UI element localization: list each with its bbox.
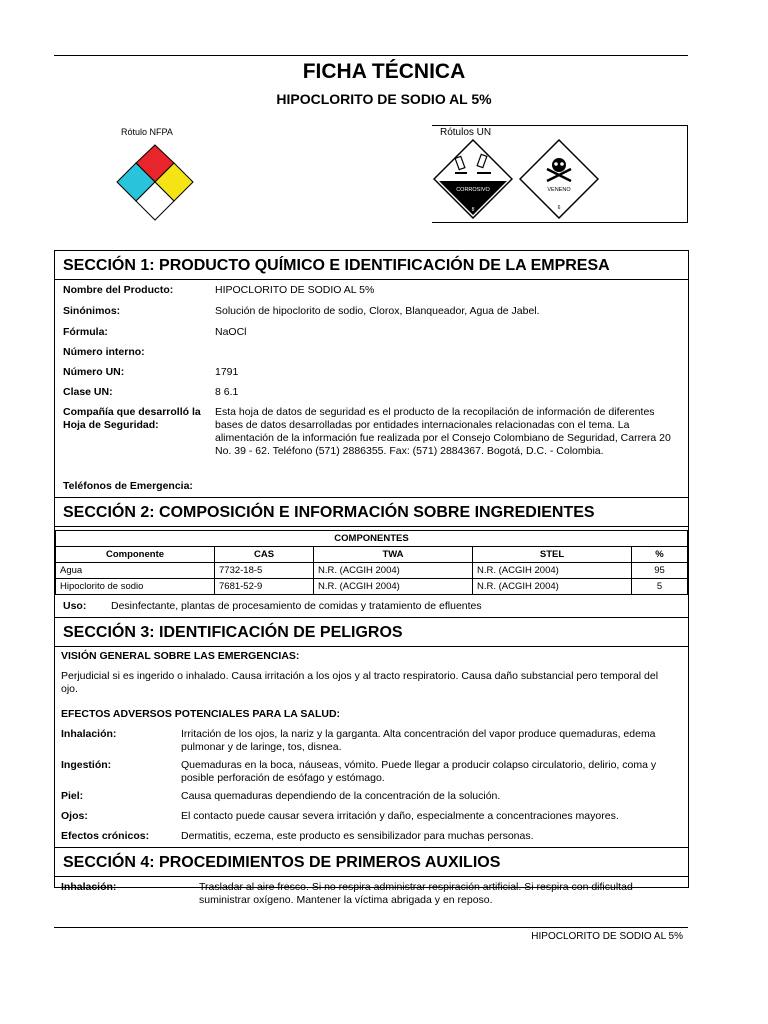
s3-label-inhalation: Inhalación: xyxy=(61,728,117,740)
section-4-title: SECCIÓN 4: PROCEDIMIENTOS DE PRIMEROS AUXILIOS xyxy=(55,847,688,877)
s3-label-skin: Piel: xyxy=(61,790,84,802)
safety-sheet-body xyxy=(54,250,689,906)
cell-component: Hipoclorito de sodio xyxy=(56,579,215,595)
s1-value-company: Esta hoja de datos de seguridad es el producto de la recopilación de información de diferentes bases de datos desarrolladas por entidades internacionales relacionadas con el tema. La alimentación de la información fue realizada por el Consejo Colombiano de Seguridad, Carrera 20 No. 39 - 62. Teléfono (571) 2886355. Fax: (571) 2884367. Bogotá, D.C. - Colombia. xyxy=(215,406,671,457)
section-3-title: SECCIÓN 3: IDENTIFICACIÓN DE PELIGROS xyxy=(55,617,688,647)
page-title: FICHA TÉCNICA xyxy=(302,60,466,83)
components-table-title-row xyxy=(56,531,688,547)
s1-label-formula: Fórmula: xyxy=(63,326,108,338)
s1-value-product-name: HIPOCLORITO DE SODIO AL 5% xyxy=(215,284,375,296)
section-2-title: SECCIÓN 2: COMPOSICIÓN E INFORMACIÓN SOBRE INGREDIENTES xyxy=(55,497,688,527)
uso-label: Uso: xyxy=(63,600,87,612)
s3-value-skin: Causa quemaduras dependiendo de la concentración de la solución. xyxy=(181,790,501,802)
table-row xyxy=(56,579,688,595)
s3-label-ingestion: Ingestión: xyxy=(61,759,112,771)
corrosive-placard-icon xyxy=(433,139,513,219)
uso-value: Desinfectante, plantas de procesamiento de comidas y tratamiento de efluentes xyxy=(111,600,482,612)
cell-percent: 95 xyxy=(632,563,688,579)
col-header-twa: TWA xyxy=(314,547,473,563)
s3-label-eyes: Ojos: xyxy=(61,810,88,822)
cell-cas: 7732-18-5 xyxy=(215,563,314,579)
s3-value-chronic: Dermatitis, eczema, este producto es sensibilizador para muchas personas. xyxy=(181,830,534,842)
s1-value-un-class: 8 6.1 xyxy=(215,386,239,398)
poison-placard-icon xyxy=(519,139,599,219)
cell-percent: 5 xyxy=(632,579,688,595)
nfpa-label: Rótulo NFPA xyxy=(121,127,173,137)
s4-value-inhalation: Trasladar al aire fresco. Si no respira administrar respiración artificial. Si respira con dificultad suministrar oxígeno. Mantener la víctima abrigada y en reposo. xyxy=(199,881,633,906)
s3-value-ingestion: Quemaduras en la boca, náuseas, vómito. Puede llegar a producir colapso circulatorio, delirio, coma y posible perforación de esófago y estómago. xyxy=(181,759,657,784)
cell-cas: 7681-52-9 xyxy=(215,579,314,595)
s3-label-chronic: Efectos crónicos: xyxy=(61,830,150,842)
corrosive-placard-text: CORROSIVO xyxy=(456,187,490,193)
cell-stel: N.R. (ACGIH 2004) xyxy=(473,579,632,595)
s1-value-synonyms: Solución de hipoclorito de sodio, Clorox, Blanqueador, Agua de Jabel. xyxy=(215,305,540,317)
emergency-overview-text: Perjudicial si es ingerido o inhalado. Causa irritación a los ojos y al tracto respiratorio. Causa daño substancial pero temporal del ojo. xyxy=(61,670,659,695)
col-header-stel: STEL xyxy=(473,547,632,563)
components-table xyxy=(55,530,688,595)
col-header-component: Componente xyxy=(56,547,215,563)
components-table-header-row xyxy=(56,547,688,563)
s1-label-product-name: Nombre del Producto: xyxy=(63,284,174,296)
top-rule xyxy=(54,55,688,56)
s1-value-un-number: 1791 xyxy=(215,366,239,378)
section-1-title: SECCIÓN 1: PRODUCTO QUÍMICO E IDENTIFICACIÓN DE LA EMPRESA xyxy=(55,251,688,280)
page-subtitle: HIPOCLORITO DE SODIO AL 5% xyxy=(276,91,492,107)
un-labels-label: Rótulos UN xyxy=(440,127,492,138)
s4-label-inhalation: Inhalación: xyxy=(61,881,117,893)
s1-label-company: Compañía que desarrolló la Hoja de Seguridad: xyxy=(63,406,201,431)
s1-label-internal-number: Número interno: xyxy=(63,346,145,358)
s1-value-formula: NaOCl xyxy=(215,326,247,338)
poison-placard-text: VENENO xyxy=(547,187,571,193)
footer-text: HIPOCLORITO DE SODIO AL 5% xyxy=(531,931,683,942)
col-header-percent: % xyxy=(632,547,688,563)
cell-twa: N.R. (ACGIH 2004) xyxy=(314,579,473,595)
nfpa-diamond-icon xyxy=(115,143,195,221)
cell-component: Agua xyxy=(56,563,215,579)
cell-twa: N.R. (ACGIH 2004) xyxy=(314,563,473,579)
emergency-overview-heading: VISIÓN GENERAL SOBRE LAS EMERGENCIAS: xyxy=(61,650,300,662)
s3-value-eyes: El contacto puede causar severa irritación y daño, especialmente a concentraciones mayores. xyxy=(181,810,619,822)
bottom-rule xyxy=(54,927,688,928)
cell-stel: N.R. (ACGIH 2004) xyxy=(473,563,632,579)
s1-label-un-class: Clase UN: xyxy=(63,386,113,398)
adverse-effects-heading: EFECTOS ADVERSOS POTENCIALES PARA LA SALUD: xyxy=(61,708,341,720)
s1-label-un-number: Número UN: xyxy=(63,366,125,378)
corrosive-class-number: 8 xyxy=(471,207,475,213)
s1-label-emergency-phones: Teléfonos de Emergencia: xyxy=(63,480,193,492)
col-header-cas: CAS xyxy=(215,547,314,563)
poison-class-number: 6 xyxy=(557,205,561,211)
s3-value-inhalation: Irritación de los ojos, la nariz y la garganta. Alta concentración del vapor produce quemaduras, edema pulmonar y de laringe, tos, disnea. xyxy=(181,728,656,753)
components-table-title: COMPONENTES xyxy=(56,531,688,547)
table-row xyxy=(56,563,688,579)
s1-label-synonyms: Sinónimos: xyxy=(63,305,121,317)
